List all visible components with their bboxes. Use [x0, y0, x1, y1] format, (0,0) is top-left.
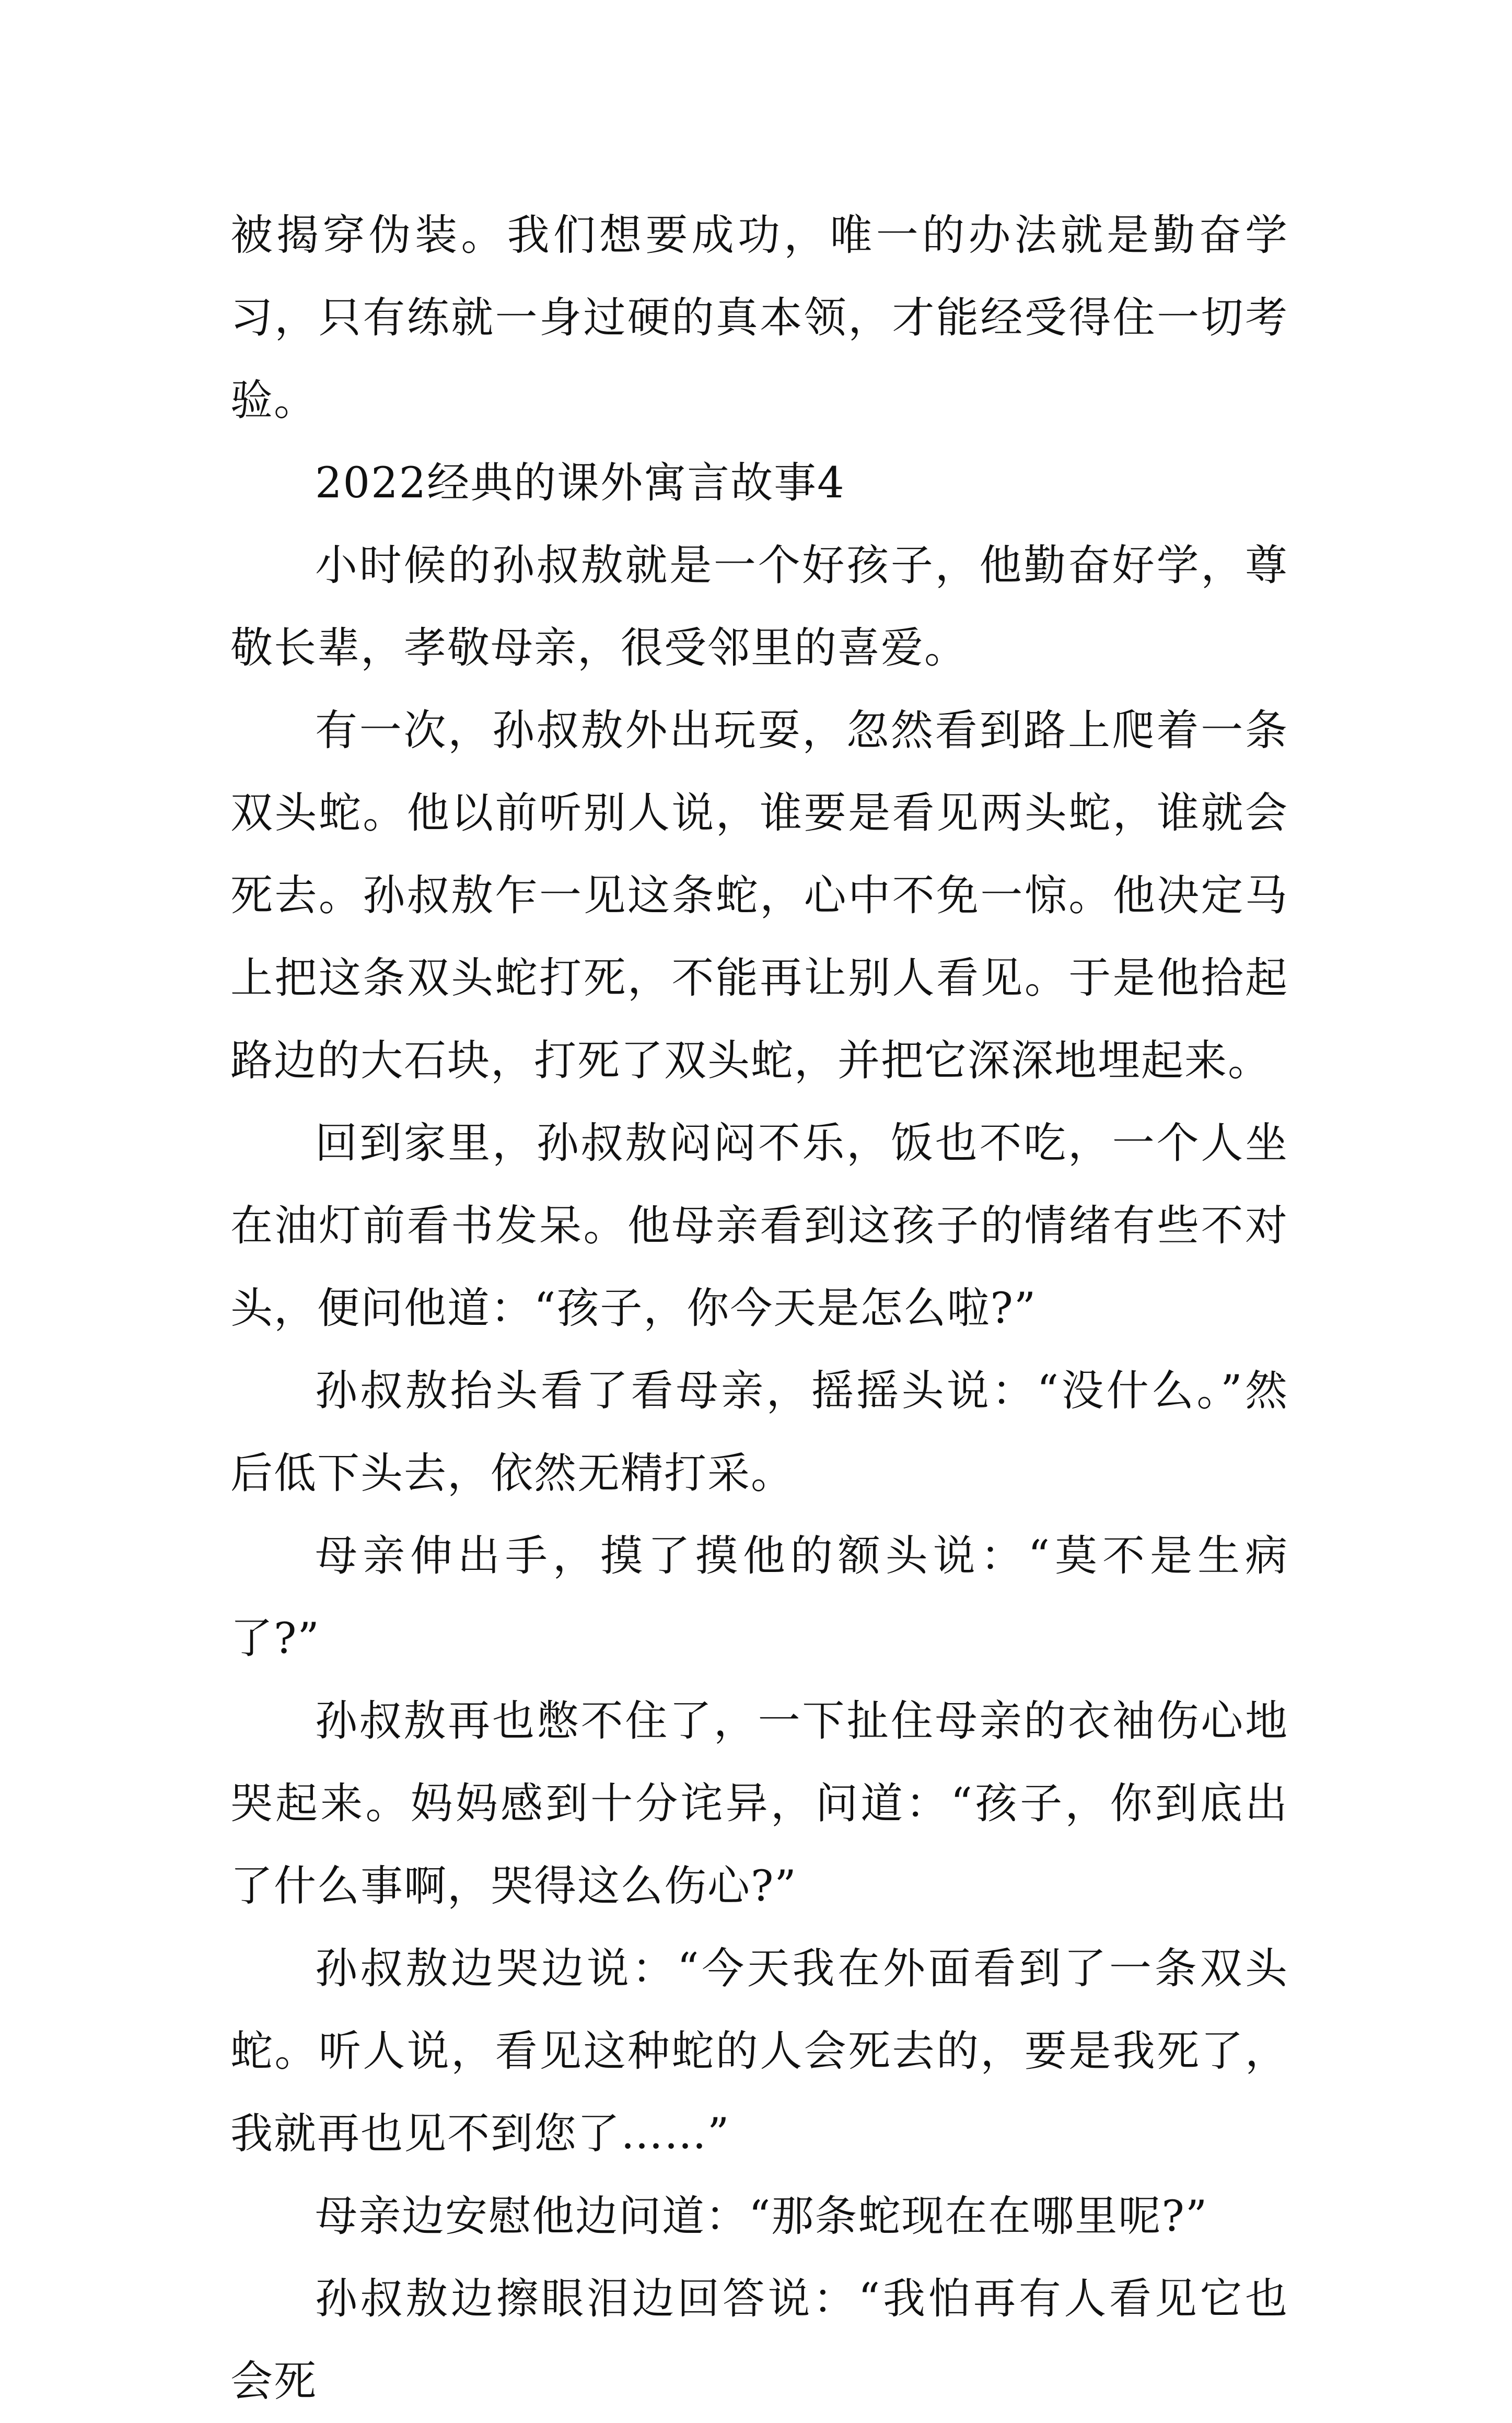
body-paragraph: 孙叔敖边哭边说：“今天我在外面看到了一条双头蛇。听人说，看见这种蛇的人会死去的，要是我死了，我就再也见不到您了……”	[230, 1944, 1288, 2159]
body-paragraph: 回到家里，孙叔敖闷闷不乐，饭也不吃，一个人坐在油灯前看书发呆。他母亲看到这孩子的情绪有些不对头，便问他道：“孩子，你今天是怎么啦?”	[230, 1119, 1288, 1333]
body-paragraph: 有一次，孙叔敖外出玩耍，忽然看到路上爬着一条双头蛇。他以前听别人说，谁要是看见两头蛇，谁就会死去。孙叔敖乍一见这条蛇，心中不免一惊。他决定马上把这条双头蛇打死，不能再让别人看见。于是他拾起路边的大石块，打死了双头蛇，并把它深深地埋起来。	[230, 706, 1288, 1086]
body-paragraph: 孙叔敖边擦眼泪边回答说：“我怕再有人看见它也会死	[230, 2275, 1288, 2406]
continuation-paragraph: 被揭穿伪装。我们想要成功，唯一的办法就是勤奋学习，只有练就一身过硬的真本领，才能经受得住一切考验。	[230, 211, 1288, 425]
body-paragraph: 母亲伸出手，摸了摸他的额头说：“莫不是生病了?”	[230, 1532, 1288, 1663]
section-heading: 2022经典的课外寓言故事4	[315, 459, 845, 508]
body-paragraph: 母亲边安慰他边问道：“那条蛇现在在哪里呢?”	[315, 2192, 1208, 2241]
body-paragraph: 小时候的孙叔敖就是一个好孩子，他勤奋好学，尊敬长辈，孝敬母亲，很受邻里的喜爱。	[230, 541, 1288, 673]
document-body	[230, 194, 1288, 2423]
body-paragraph: 孙叔敖抬头看了看母亲，摇摇头说：“没什么。”然后低下头去，依然无精打采。	[230, 1367, 1288, 1498]
body-paragraph: 孙叔敖再也憋不住了，一下扯住母亲的衣袖伤心地哭起来。妈妈感到十分诧异，问道：“孩子，你到底出了什么事啊，哭得这么伤心?”	[230, 1697, 1288, 1911]
